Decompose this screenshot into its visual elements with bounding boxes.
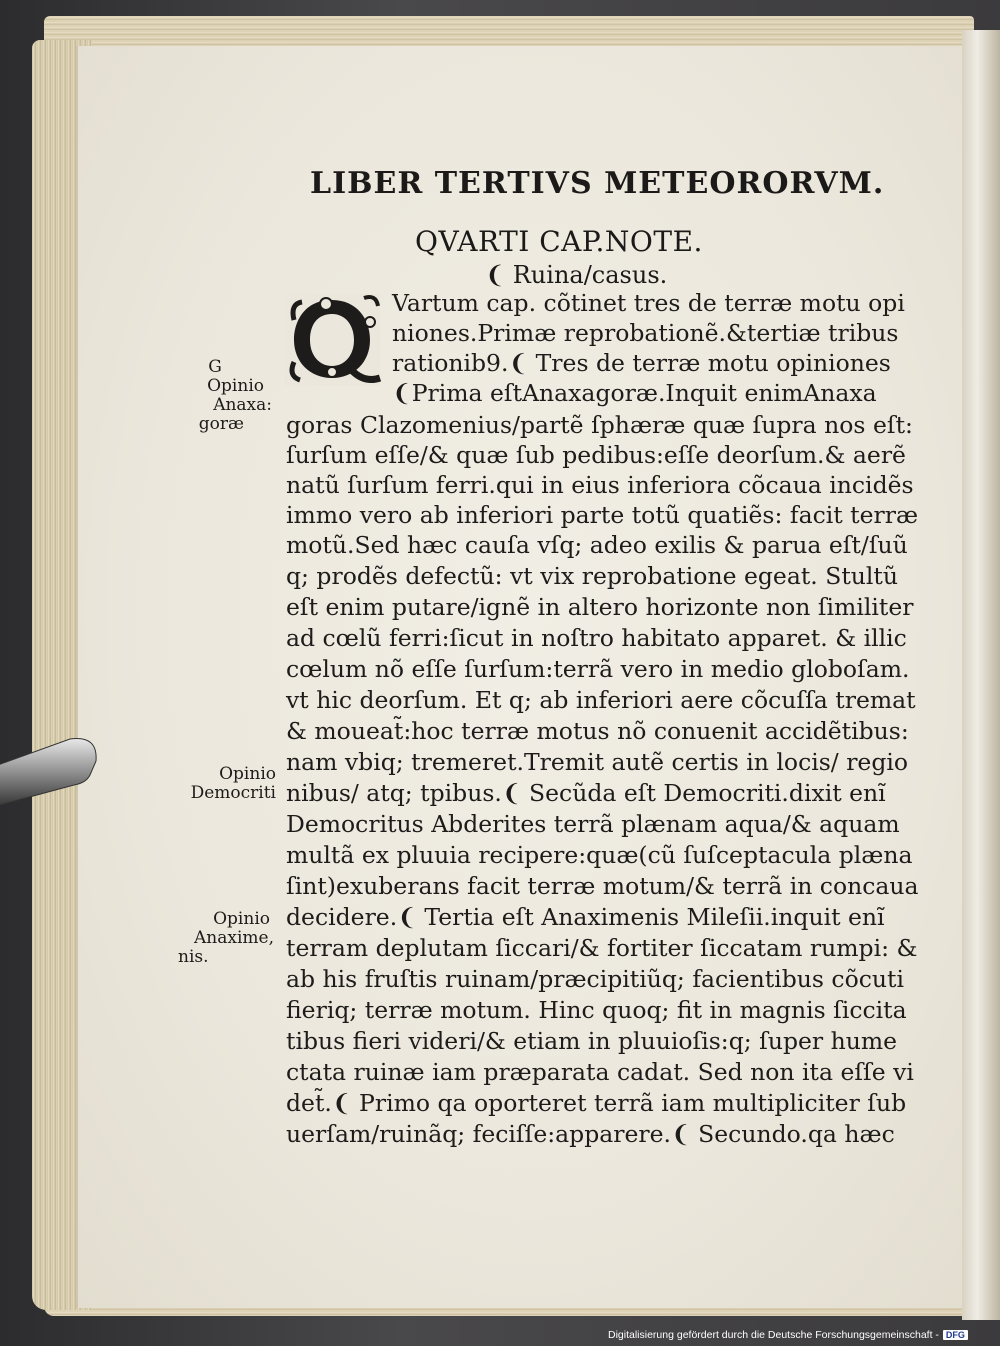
footer-credit-bar <box>608 1328 968 1342</box>
text-line: ſurſum eſſe/& quæ ſub pedibus:eſſe deorſum.& aerẽ <box>286 441 906 469</box>
text-line: q; prodẽs defectũ: vt vix reprobatione egeat. Stultũ <box>286 562 898 590</box>
text-line: decidere.❨ Tertia eſt Anaximenis Mileſii.inquit enĩ <box>286 903 885 931</box>
marginal-note-line: Anaxime, <box>194 928 274 948</box>
text-line: & moueat̃:hoc terræ motus nõ conuenit accidẽtibus: <box>286 717 909 745</box>
decorated-initial-q <box>282 292 382 388</box>
marginal-note-line: Anaxa: <box>213 395 272 415</box>
text-line: det̃.❨ Primo qa oporteret terrã iam multipliciter ſub <box>286 1089 907 1117</box>
text-line: multã ex pluuia recipere:quæ(cũ ſuſceptacula plæna <box>286 841 913 869</box>
text-line: niones.Primæ reprobationẽ.&tertiæ tribus <box>392 319 899 347</box>
text-line: natũ ſurſum ferri.qui in eius inferiora cõcaua incidẽs <box>286 471 914 499</box>
text-line: ad cœlũ ferri:ſicut in noſtro habitato apparet. & illic <box>286 624 907 652</box>
chapter-heading: QVARTI CAP.NOTE. <box>415 225 703 258</box>
text-line: nibus/ atq; tpibus.❨ Secũda eſt Democriti.dixit enĩ <box>286 779 886 807</box>
marginal-note-line: goræ <box>198 414 244 434</box>
marginal-note-line: Democriti <box>190 783 276 803</box>
text-line: eſt enim putare/ignẽ in altero horizonte non ſimiliter <box>286 593 914 621</box>
text-line: Vartum cap. cõtinet tres de terræ motu opi <box>392 289 905 317</box>
text-line: vt hic deorſum. Et q; ab inferiori aere cõcuſſa tremat <box>286 686 916 714</box>
text-line: ſint)exuberans facit terræ motum/& terrã in concaua <box>286 872 919 900</box>
text-line: Democritus Abderites terrã plænam aqua/& aquam <box>286 810 900 838</box>
page-clip <box>0 735 100 813</box>
text-line: tibus fieri videri/& etiam in pluuioſis:q; ſuper hume <box>286 1027 898 1055</box>
marginal-note-anaxagoras <box>180 358 270 434</box>
text-line: motũ.Sed hæc cauſa vſq; adeo exilis & parua eſt/ſuũ <box>286 531 908 559</box>
marginal-note-anaximenes <box>176 910 274 967</box>
text-line: ❨Prima eſtAnaxagoræ.Inquit enimAnaxa <box>392 379 877 407</box>
text-line: ctata ruinæ iam præparata cadat. Sed non ita eſſe vi <box>286 1058 914 1086</box>
text-line: goras Clazomenius/partẽ ſphæræ quæ ſupra nos eſt: <box>286 411 913 439</box>
text-line: immo vero ab inferiori parte totũ quatiẽs: facit terræ <box>286 501 919 529</box>
text-line: rationib9.❨ Tres de terræ motu opiniones <box>392 349 891 377</box>
marginal-note-line: Opinio <box>213 909 270 929</box>
chapter-rubric: ❨ Ruina/casus. <box>485 261 668 289</box>
text-line: ab his fruſtis ruinam/præcipitiũq; facientibus cõcuti <box>286 965 904 993</box>
running-title: LIBER TERTIVS METEORORVM. <box>310 166 885 201</box>
footer-credit-text: Digitalisierung gefördert durch die Deutsche Forschungsgemeinschaft - <box>608 1329 939 1341</box>
marginal-note-line: nis. <box>178 947 209 967</box>
text-line: uerſam/ruinãq; feciſſe:apparere.❨ Secundo.qa hæc <box>286 1120 895 1148</box>
dfg-logo: DFG <box>943 1330 968 1340</box>
marginal-note-democritus <box>180 765 276 803</box>
marginal-note-line: Opinio <box>207 376 264 396</box>
marginal-note-line: G <box>208 357 222 377</box>
text-line: terram deplutam ſiccari/& fortiter ſiccatam rumpi: & <box>286 934 918 962</box>
text-line: fieriq; terræ motum. Hinc quoq; fit in magnis ſiccita <box>286 996 907 1024</box>
book-gutter <box>962 30 1000 1320</box>
marginal-note-line: Opinio <box>219 764 276 784</box>
text-line: nam vbiq; tremeret.Tremit autẽ certis in locis/ regio <box>286 748 909 776</box>
text-line: cœlum nõ eſſe ſurſum:terrã vero in medio globoſam. <box>286 655 910 683</box>
